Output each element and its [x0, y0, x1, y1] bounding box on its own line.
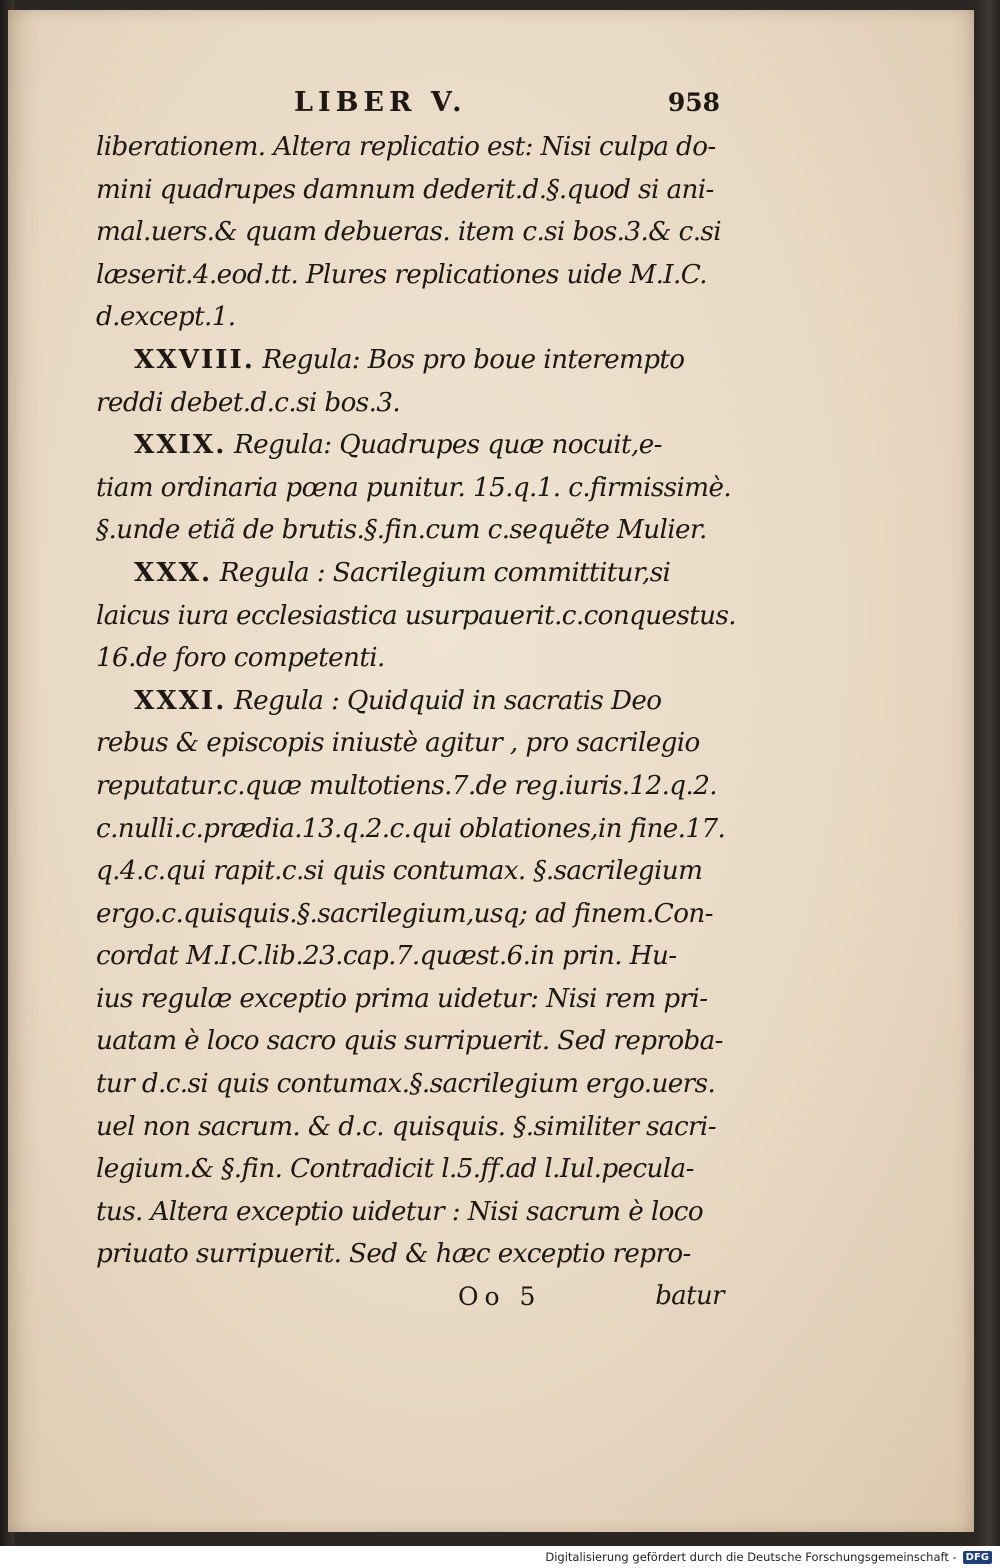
line-text: Regula: Bos pro boue interempto	[254, 344, 685, 375]
line-text: q.4.c.qui rapit.c.si quis contumax. §.sacrilegium	[96, 856, 703, 887]
line-text: tur d.c.si quis contumax.§.sacrilegium ergo.uers.	[96, 1069, 716, 1100]
line-text: 16.de foro competenti.	[96, 643, 385, 674]
line-text: c.nulli.c.prædia.13.q.2.c.qui oblationes,in fine.17.	[96, 813, 726, 844]
text-line	[96, 169, 728, 212]
text-line	[96, 1020, 728, 1063]
text-line	[96, 722, 728, 765]
line-text: priuato surripuerit. Sed & hæc exceptio repro-	[96, 1239, 691, 1270]
line-text: rebus & episcopis iniustè agitur , pro sacrilegio	[96, 728, 700, 759]
line-text: §.unde etiã de brutis.§.fin.cum c.sequẽte Mulier.	[96, 515, 707, 546]
page-number: 958	[667, 88, 720, 117]
text-line	[96, 126, 728, 169]
text-line	[96, 1233, 728, 1276]
rule-number: XXVIII.	[134, 343, 255, 375]
line-text: liberationem. Altera replicatio est: Nisi culpa do-	[96, 132, 716, 162]
running-head-title: LIBER V.	[294, 87, 467, 118]
text-line	[96, 808, 728, 851]
text-line	[96, 935, 728, 978]
text-line	[96, 424, 728, 467]
text-line	[96, 893, 728, 936]
page-text-block	[96, 82, 737, 1318]
text-line	[96, 382, 728, 425]
text-line	[96, 254, 728, 297]
text-line	[96, 978, 728, 1021]
line-text: d.except.1.	[96, 302, 236, 333]
line-text: uel non sacrum. & d.c. quisquis. §.similiter sacri-	[96, 1111, 716, 1142]
rule-number: XXX.	[134, 556, 213, 588]
text-line	[96, 637, 728, 680]
line-text: legium.& §.fin. Contradicit l.5.ff.ad l.Iul.pecula-	[96, 1154, 694, 1185]
dfg-logo-icon: DFG	[963, 1551, 992, 1564]
digitization-credit-bar	[0, 1546, 1000, 1568]
text-line	[96, 595, 737, 638]
signature-mark: Oo 5	[458, 1282, 542, 1312]
line-text: cordat M.I.C.lib.23.cap.7.quæst.6.in prin. Hu-	[96, 941, 677, 972]
page-footer	[96, 1276, 728, 1318]
line-text: mini quadrupes damnum dederit.d.§.quod si ani-	[96, 174, 714, 205]
line-text: ergo.c.quisquis.§.sacrilegium,usq; ad finem.Con-	[96, 898, 713, 929]
line-text: Regula : Quidquid in sacratis Deo	[226, 685, 662, 716]
text-line	[96, 296, 728, 339]
text-line	[96, 552, 728, 595]
text-line	[96, 680, 728, 723]
book-page	[8, 10, 974, 1532]
text-line	[96, 1106, 728, 1149]
text-line	[96, 1148, 728, 1191]
line-text: tus. Altera exceptio uidetur : Nisi sacrum è loco	[96, 1196, 703, 1227]
rule-number: XXXI.	[134, 684, 227, 716]
line-text: tiam ordinaria pœna punitur. 15.q.1. c.firmissimè.	[96, 472, 732, 503]
line-text: læserit.4.eod.tt. Plures replicationes uide M.I.C.	[96, 259, 708, 290]
line-text: laicus iura ecclesiastica usurpauerit.c.conquestus.	[96, 600, 737, 631]
text-line	[96, 467, 732, 510]
text-line	[96, 1191, 728, 1234]
line-text: ius regulæ exceptio prima uidetur: Nisi rem pri-	[96, 983, 708, 1014]
book-edge-right	[974, 0, 1000, 1568]
line-text: reputatur.c.quæ multotiens.7.de reg.iuris.12.q.2.	[96, 770, 717, 801]
line-text: reddi debet.d.c.si bos.3.	[96, 387, 401, 418]
line-text: Regula : Sacrilegium committitur,si	[212, 557, 671, 588]
text-line	[96, 765, 728, 808]
credit-text: Digitalisierung gefördert durch die Deutsche Forschungsgemeinschaft -	[545, 1550, 957, 1564]
text-line	[96, 1063, 728, 1106]
body-text	[96, 126, 737, 1276]
text-line	[96, 850, 728, 893]
text-line	[96, 211, 728, 254]
text-line	[96, 339, 728, 382]
text-line	[96, 509, 728, 552]
line-text: mal.uers.& quam debueras. item c.si bos.3.& c.si	[96, 217, 722, 248]
rule-number: XXIX.	[134, 429, 227, 461]
running-head	[96, 82, 728, 126]
catchword: batur	[655, 1281, 724, 1312]
line-text: Regula: Quadrupes quæ nocuit,e-	[226, 430, 662, 461]
line-text: uatam è loco sacro quis surripuerit. Sed reproba-	[96, 1026, 723, 1057]
